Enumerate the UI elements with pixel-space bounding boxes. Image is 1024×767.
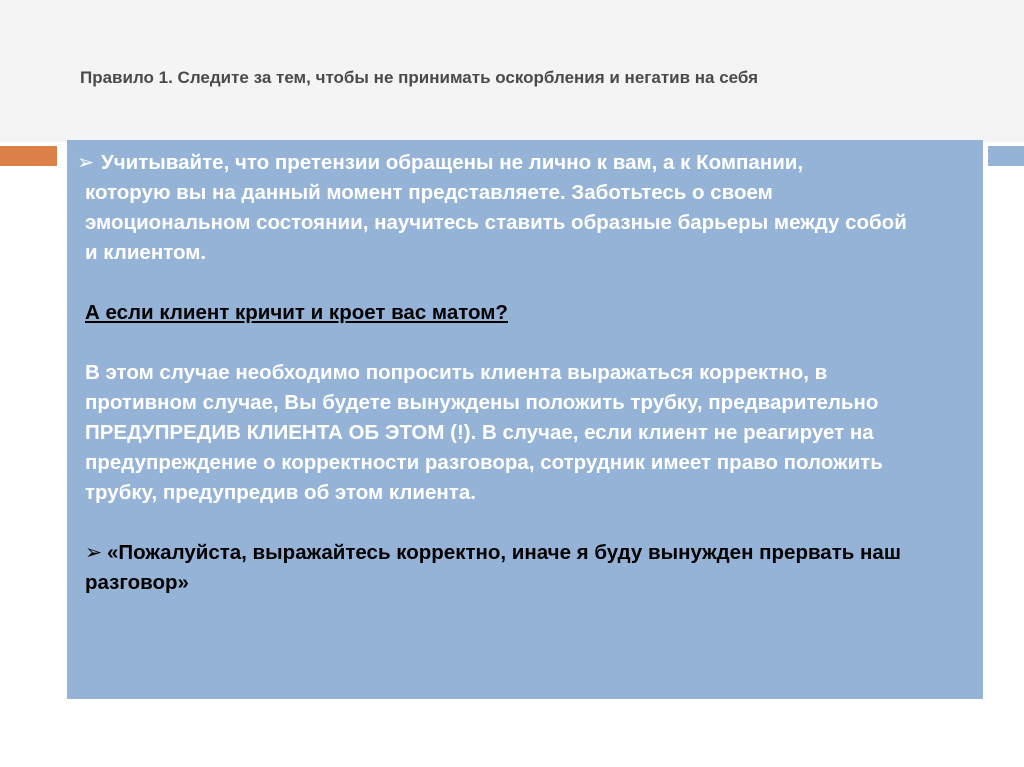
quote-line-1: «Пожалуйста, выражайтесь корректно, иначе я буду вынужден прервать наш — [107, 541, 901, 564]
quote-point — [77, 538, 975, 598]
answer-line-1: В этом случае необходимо попросить клиента выражаться корректно, в — [85, 361, 828, 384]
answer-paragraph — [77, 358, 975, 508]
answer-line-5: трубку, предупредив об этом клиента. — [85, 481, 476, 504]
slide-title: Правило 1. Следите за тем, чтобы не принимать оскорбления и негатив на себя — [80, 68, 759, 87]
question-heading: А если клиент кричит и кроет вас матом? — [85, 301, 508, 324]
point-1-line-4: и клиентом. — [85, 241, 207, 264]
accent-bar-right — [988, 146, 1024, 166]
content-box — [67, 140, 983, 699]
answer-line-4: предупреждение о корректности разговора, сотрудник имеет право положить — [85, 451, 883, 474]
point-1 — [77, 148, 975, 268]
arrow-bullet-icon: ➢ — [77, 151, 95, 174]
point-1-line-1: Учитывайте, что претензии обращены не лично к вам, а к Компании, — [101, 151, 804, 174]
answer-line-2: противном случае, Вы будете вынуждены положить трубку, предварительно — [85, 391, 879, 414]
accent-bar-left — [0, 146, 57, 166]
answer-line-3: ПРЕДУПРЕДИВ КЛИЕНТА ОБ ЭТОМ (!). В случае, если клиент не реагирует на — [85, 421, 874, 444]
arrow-bullet-icon: ➢ — [85, 541, 103, 564]
quote-line-2: разговор» — [85, 571, 189, 594]
point-1-line-3: эмоциональном состоянии, научитесь ставить образные барьеры между собой — [85, 211, 907, 234]
point-1-line-2: которую вы на данный момент представляете. Заботьтесь о своем — [85, 181, 773, 204]
